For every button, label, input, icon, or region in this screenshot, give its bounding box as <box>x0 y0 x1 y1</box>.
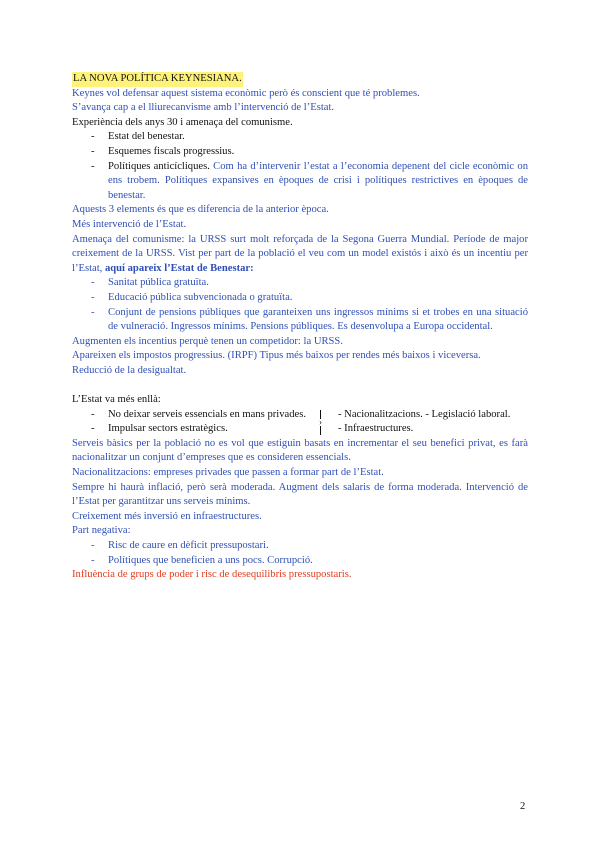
list-item: - Risc de caure en dèficit pressupostari. <box>91 540 269 551</box>
list-item: - Conjunt de pensions públiques que garanteixen uns ingressos mínims si et trobes en una situació de vulneració. Ingressos mínims. Pensions públiques. Es desenvolupa a Europa occidental. <box>91 306 528 333</box>
beyond-columns <box>72 408 528 437</box>
beyond-left-column <box>72 408 318 437</box>
section-title-text: LA NOVA POLÍTICA KEYNESIANA. <box>72 72 243 87</box>
paragraph: Nacionalitzacions: empreses privades que passen a formar part de l’Estat. <box>72 467 384 479</box>
welfare-list <box>72 276 528 334</box>
paragraph: Reducció de la desigualtat. <box>72 364 187 376</box>
list-item: - Estat del benestar. <box>91 131 185 143</box>
list-item: - Educació pública subvencionada o gratuïta. <box>91 291 293 303</box>
document-body <box>72 72 528 583</box>
negative-heading: Part negativa: <box>72 525 131 537</box>
intro-line: S’avança cap a el lliurecanvisme amb l’intervenció de l’Estat. <box>72 102 335 114</box>
beyond-right-column <box>338 408 528 437</box>
paragraph: Sempre hi haurà inflació, però serà moderada. Augment dels salaris de forma moderada. Intervenció de l’Estat per garantitzar uns serveis mínims. <box>72 481 528 508</box>
communism-paragraph: Amenaça del comunisme: la URSS surt molt reforçada de la Segona Guerra Mundial. Període de major creixement de la URSS. Vist per part de la població el veu com un model existós i això és un incentiu per l’Estat, aquí apareix l’Estat de Benestar: <box>72 233 528 274</box>
list-item: - Impulsar sectors estratègics. <box>91 423 228 435</box>
list-item: - Sanitat pública gratuïta. <box>91 277 209 289</box>
final-note: Influència de grups de poder i risc de desequilibris pressupostaris. <box>72 569 352 581</box>
paragraph: Apareixen els impostos progressius. (IRPF) Tipus més baixos per rendes més baixos i viceversa. <box>72 350 481 362</box>
spacer <box>72 378 528 393</box>
beyond-heading: L’Estat va més enllà: <box>72 394 161 406</box>
negative-list <box>72 539 528 568</box>
beyond-right-line: - Infraestructures. <box>338 423 414 435</box>
list-item: - No deixar serveis essencials en mans privades. <box>91 408 306 420</box>
intro-line: Keynes vol defensar aquest sistema econòmic però és conscient que té problemes. <box>72 87 420 99</box>
paragraph: Creixement més inversió en infraestructures. <box>72 510 262 522</box>
paragraph: Augmenten els incentius perquè tenen un competidor: la URSS. <box>72 335 343 347</box>
paragraph: Més intervenció de l’Estat. <box>72 218 187 230</box>
beyond-right-line: - Nacionalitzacions. - Legislació laboral. <box>338 408 511 420</box>
list-item: - Polítiques anticícliques. Com ha d’intervenir l’estat a l’economia depenent del cicle econòmic on ens trobem. Polítiques expansives en èpoques de crisi i polítiques restrictives en èpoques de benestar. <box>91 160 528 201</box>
list-item: - Esquemes fiscals progressius. <box>91 145 235 157</box>
list-item: - Polítiques que beneficien a uns pocs. Corrupció. <box>91 554 313 566</box>
page-number: 2 <box>520 801 526 812</box>
paragraph: Aquests 3 elements és que es diferencia de la anterior època. <box>72 204 329 216</box>
brace-connector: › <box>318 408 338 437</box>
experience-heading: Experiència dels anys 30 i amenaça del comunisme. <box>72 116 293 128</box>
paragraph: Serveis bàsics per la població no es vol que estiguin basats en incrementar el seu benefici privat, es farà nacionalitzar un conjunt d’empreses que es consideren essencials. <box>72 437 528 464</box>
section-title <box>72 72 528 87</box>
experience-list <box>72 130 528 203</box>
